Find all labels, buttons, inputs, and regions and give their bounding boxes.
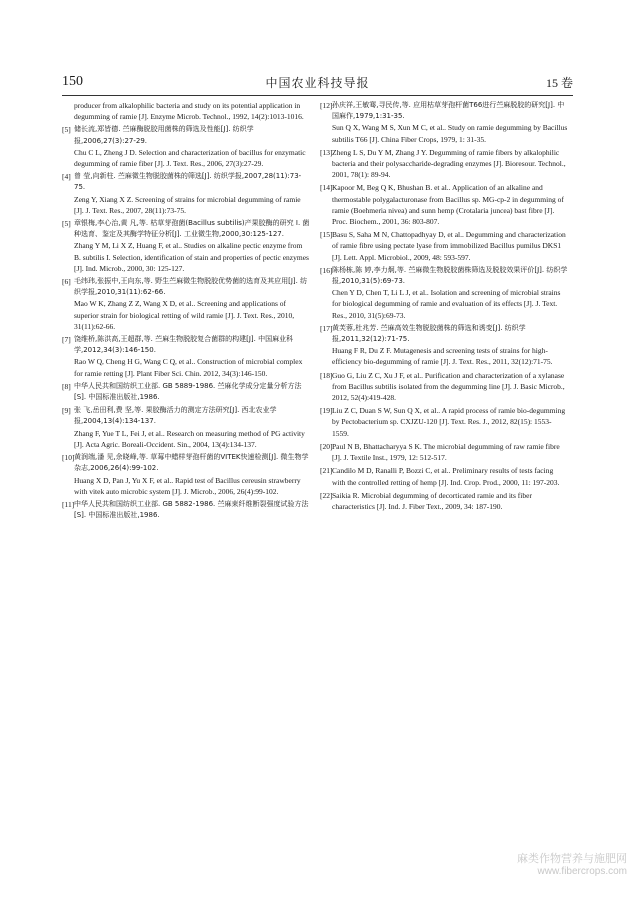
reference-number: [18] — [320, 370, 333, 380]
reference-entry — [320, 370, 568, 404]
reference-number: [6] — [62, 277, 71, 287]
reference-chinese-text: 储长流,郑皆德. 苎麻酶脱胶用菌株的筛选及性能[J]. 纺织学报,2006,27(3):27-29. — [74, 125, 254, 145]
reference-english-text: Huang F R, Du Z F. Mutagenesis and screening tests of strains for high-efficiency bio-degumming of ramie [J]. J. Text. Res., 2011, 32(12):71-75. — [332, 346, 553, 367]
reference-chinese-text: 张 飞,岳田利,费 坚,等. 果胶酶活力的测定方法研究[J]. 西北农业学报,2004,13(4):134-137. — [74, 406, 277, 426]
reference-chinese-text: 章银梅,李心治,黄 凡,等. 枯草芽孢菌(Bacillus subtilis)产果胶酶的研究 I. 菌种选育、鉴定及其酶学特征分析[J]. 工业微生物,2000,30:125-127. — [74, 219, 310, 239]
reference-english-text: Sun Q X, Wang M S, Xun M C, et al.. Study on ramie degumming by Bacillus subtilis T66 [J]. China Fiber Crops, 1979, 1: 31-35. — [332, 123, 568, 144]
reference-english-text: Huang X D, Pan J, Yu X F, et al.. Rapid test of Bacillus cereusin strawberry with vitek auto microbic system [J]. J. Microb., 2006, 26(4):99-102. — [74, 475, 301, 496]
watermark-url: www.fibercrops.com — [537, 866, 627, 877]
reference-entry — [320, 147, 568, 181]
reference-entry — [62, 124, 310, 169]
references-left-column — [62, 100, 310, 523]
reference-entry — [62, 381, 310, 403]
reference-number: [5] — [62, 125, 71, 135]
reference-number: [17] — [320, 323, 333, 333]
reference-chinese-text: 中华人民共和国纺织工业部. GB 5882-1986. 苎麻束纤维断裂强度试验方法[S]. 中国标准出版社,1986. — [74, 499, 309, 520]
reference-english-text: Liu Z C, Duan S W, Sun Q X, et al.. A rapid process of ramie bio-degumming by Pectobacterium sp. CXJZU-120 [J]. Text. Res. J., 2012, 82(15): 1553-1559. — [332, 406, 566, 438]
reference-number: [9] — [62, 406, 71, 416]
reference-chinese-text: 黄润端,潘 见,余晓峰,等. 草莓中蜡样芽孢杆菌的VITEK快速检测[J]. 微生物学杂志,2006,26(4):99-102. — [74, 453, 309, 473]
reference-number: [7] — [62, 335, 71, 345]
reference-english-text: Zeng Y, Xiang X Z. Screening of strains for microbial degumming of ramie [J]. J. Text. Res., 2007, 28(11):73-75. — [74, 194, 301, 215]
reference-english-text: Basu S, Saha M N, Chattopadhyay D, et al.. Degumming and characterization of ramie fibre using pectate lyase from immobilized Bacillus pumilus DKS1 [J]. Lett. Appl. Microbiol., 2009, 48: 593-597. — [332, 230, 566, 262]
reference-number: [5] — [62, 219, 71, 229]
reference-number: [21] — [320, 466, 333, 476]
reference-entry — [62, 452, 310, 497]
reference-chinese-text: 中华人民共和国纺织工业部. GB 5889-1986. 苎麻化学成分定量分析方法[S]. 中国标准出版社,1986. — [74, 381, 302, 402]
reference-chinese-text: 毛纬玮,张振中,王向东,等. 野生苎麻微生物脱胶优势菌的选育及其应用[J]. 纺织学报,2010,31(11):62-66. — [74, 277, 308, 297]
reference-entry — [320, 229, 568, 263]
reference-entry — [62, 171, 310, 216]
reference-english-text: Kapoor M, Beg Q K, Bhushan B. et al.. Application of an alkaline and thermostable polygalacturonase from Bacillus sp. MG-cp-2 in degumming of ramie (Boehmeria nivea) and sunn hemp (Crotalaria juncea) bast fibre [J]. Proc. Biochem., 2001, 36: 803-807. — [332, 183, 564, 227]
reference-english-text: Zheng L S, Du Y M, Zhang J Y. Degumming of ramie fibers by alkalophilic bacteria and their polysaccharide-degrading enzymes [J]. Bioresour. Technol., 2001, 78(1): 89-94. — [332, 147, 566, 180]
reference-entry — [320, 441, 568, 463]
reference-number: [8] — [62, 381, 71, 391]
reference-chinese-text: 孙庆祥,王敏骞,寻民传,等. 应用枯草芽孢杆菌T66进行苎麻脱胶的研究[J]. 中国麻作,1979,1:31-35. — [332, 101, 565, 121]
reference-entry — [62, 218, 310, 274]
page-number: 150 — [62, 74, 83, 89]
reference-entry — [320, 182, 568, 227]
reference-entry — [320, 323, 568, 368]
reference-number: [14] — [320, 183, 333, 193]
reference-number: [4] — [62, 172, 71, 182]
reference-entry — [62, 276, 310, 332]
reference-english-text: Zhang Y M, Li X Z, Huang F, et al.. Studies on alkaline pectic enzyme from B. subtilis I. Selection, identification of stain and properties of pectic enzymes [J]. Ind. Microb., 2000, 30: 125-127. — [74, 241, 309, 273]
reference-english-text: Zhang F, Yue T L, Fei J, et al.. Research on measuring method of PG activity [J]. Acta Agric. Boreali-Occident. Sin., 2004, 13(4):134-137. — [74, 428, 305, 449]
reference-english-text: Guo G, Liu Z C, Xu J F, et al.. Purification and characterization of a xylanase from Bacillus subtilis isolated from the degumming line [J]. J. Basic Microb., 2012, 52(4):419-428. — [332, 370, 565, 403]
reference-entry — [320, 490, 568, 512]
reference-entry — [62, 334, 310, 379]
reference-english-text: Paul N B, Bhattacharyya S K. The microbial degumming of raw ramie fibre [J]. J. Textile Inst., 1979, 12: 512-517. — [332, 441, 560, 463]
references-right-column — [320, 100, 568, 514]
reference-entry — [320, 405, 568, 439]
reference-number: [16] — [320, 265, 333, 275]
watermark-text: 麻类作物营养与施肥网 — [517, 852, 627, 865]
reference-entry — [320, 465, 568, 487]
header-rule — [62, 95, 573, 96]
reference-english-text: Saikia R. Microbial degumming of decorticated ramie and its fiber characteristics [J]. Ind. J. Fiber Text., 2009, 34: 187-190. — [332, 490, 532, 511]
reference-entry — [320, 100, 568, 145]
reference-chinese-text: 陈杨栋,陈 婷,李力炯,等. 苎麻微生物脱胶菌株筛选及脱胶效果评价[J]. 纺织学报,2010,31(5):69-73. — [332, 265, 568, 286]
reference-number: [11] — [62, 499, 75, 509]
reference-chinese-text: 曾 莹,向新柱. 苎麻微生物脱胶菌株的筛选[J]. 纺织学报,2007,28(11):73-75. — [74, 172, 302, 192]
reference-entry — [62, 100, 310, 122]
reference-number: [12] — [320, 101, 333, 110]
reference-number: [10] — [62, 453, 75, 463]
reference-english-text: Rao W Q, Cheng H G, Wang C Q, et al.. Construction of microbial complex for ramie retting [J]. Plant Fiber Sci. Chin. 2012, 34(3):146-150. — [74, 357, 303, 378]
reference-chinese-text: 饶维桥,陈洪高,王超群,等. 苎麻生物脱胶复合菌群的构建[J]. 中国麻业科学,2012,34(3):146-150. — [74, 335, 294, 355]
reference-number: [19] — [320, 406, 333, 416]
reference-number: [13] — [320, 147, 333, 157]
reference-english-text: producer from alkalophilic bacteria and study on its potential application in degumming of ramie [J]. Enzyme Microb. Technol., 1992, 14(2):1013-1016. — [74, 101, 304, 122]
reference-entry — [62, 405, 310, 450]
reference-entry — [62, 499, 310, 521]
reference-english-text: Candilo M D, Ranalli P, Bozzi C, et al.. Preliminary results of tests facing with the controlled retting of hemp [J]. Ind. Crop. Prod., 2000, 11: 197-203. — [332, 466, 560, 487]
reference-english-text: Chen Y D, Chen T, Li L J, et al.. Isolation and screening of microbial strains for biological degumming of ramie and evaluation of its effects [J]. J. Text. Res., 2010, 31(5):69-73. — [332, 288, 561, 320]
journal-title: 中国农业科技导报 — [265, 76, 370, 90]
reference-english-text: Mao W K, Zhang Z Z, Wang X D, et al.. Screening and applications of superior strain for biological retting of wild ramie [J]. J. Text. Res., 2010, 31(11):62-66. — [74, 299, 295, 331]
reference-number: [22] — [320, 490, 333, 500]
reference-entry — [320, 265, 568, 321]
site-watermark — [517, 850, 627, 877]
page-header — [62, 72, 573, 94]
volume-label: 15 卷 — [545, 76, 573, 90]
reference-number: [20] — [320, 441, 333, 451]
reference-chinese-text: 黄芙蓉,杜兆芳. 苎麻高效生物脱胶菌株的筛选和诱变[J]. 纺织学报,2011,32(12):71-75. — [332, 323, 526, 344]
reference-english-text: Chu C L, Zheng J D. Selection and characterization of bacillus for enzymatic degumming of ramie fiber [J]. J. Text. Res., 2006, 27(3):27-29. — [74, 147, 306, 169]
reference-number: [15] — [320, 230, 333, 240]
